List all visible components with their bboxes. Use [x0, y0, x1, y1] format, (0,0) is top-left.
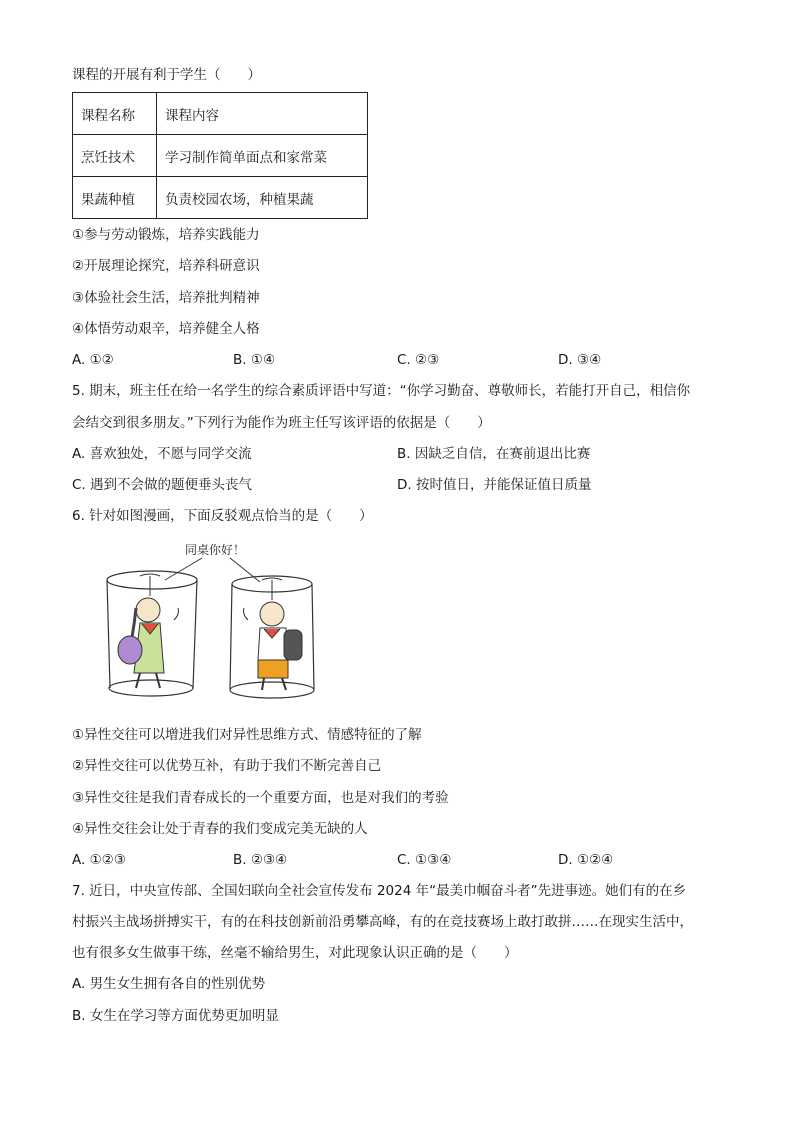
option-a: A. 男生女生拥有各自的性别优势 — [72, 976, 266, 992]
statement: ②开展理论探究，培养科研意识 — [72, 258, 260, 274]
option-b: B. 女生在学习等方面优势更加明显 — [72, 1008, 279, 1024]
table-cell: 学习制作简单面点和家常菜 — [157, 135, 368, 177]
table-header-cell: 课程内容 — [157, 93, 368, 135]
statement: ①异性交往可以增进我们对异性思维方式、情感特征的了解 — [72, 727, 422, 743]
cartoon-caption: 同桌你好！ — [185, 543, 246, 557]
statement: ④异性交往会让处于青春的我们变成完美无缺的人 — [72, 821, 368, 837]
question-5-stem: 会结交到很多朋友。”下列行为能作为班主任写该评语的依据是（ ） — [72, 415, 491, 431]
statement: ④体悟劳动艰辛，培养健全人格 — [72, 321, 260, 337]
option-c: C. ②③ — [397, 352, 440, 368]
question-4-intro: 课程的开展有利于学生（ ） — [72, 67, 261, 83]
table-cell: 负责校园农场，种植果蔬 — [157, 177, 368, 219]
statement: ③体验社会生活，培养批判精神 — [72, 290, 260, 306]
cartoon-illustration — [90, 538, 330, 718]
table-header-cell: 课程名称 — [73, 93, 157, 135]
question-5-stem: 5. 期末，班主任在给一名学生的综合素质评语中写道：“你学习勤奋、尊敬师长，若能打开自己，相信你 — [72, 383, 691, 399]
option-b: B. 因缺乏自信，在赛前退出比赛 — [397, 446, 591, 462]
option-c: C. 遇到不会做的题便垂头丧气 — [72, 477, 253, 493]
statement: ③异性交往是我们青春成长的一个重要方面，也是对我们的考验 — [72, 790, 449, 806]
option-a: A. 喜欢独处，不愿与同学交流 — [72, 446, 252, 462]
option-c: C. ①③④ — [397, 852, 452, 868]
option-a: A. ①②③ — [72, 852, 126, 868]
statement: ①参与劳动锻炼，培养实践能力 — [72, 227, 260, 243]
table-header-row — [73, 93, 368, 135]
girl-in-cylinder — [107, 571, 197, 696]
option-d: D. 按时值日，并能保证值日质量 — [397, 477, 592, 493]
option-a: A. ①② — [72, 352, 114, 368]
course-table — [72, 92, 368, 219]
table-row — [73, 135, 368, 177]
option-b: B. ①④ — [233, 352, 276, 368]
question-7-stem: 也有很多女生做事干练，丝毫不输给男生，对此现象认识正确的是（ ） — [72, 945, 518, 961]
question-7-stem: 村振兴主战场拼搏实干，有的在科技创新前沿勇攀高峰，有的在竞技赛场上敢打敢拼……在现实生活中， — [72, 914, 693, 930]
table-cell: 烹饪技术 — [73, 135, 157, 177]
option-d: D. ③④ — [558, 352, 602, 368]
option-d: D. ①②④ — [558, 852, 614, 868]
statement: ②异性交往可以优势互补，有助于我们不断完善自己 — [72, 758, 382, 774]
table-cell: 果蔬种植 — [73, 177, 157, 219]
table-row — [73, 177, 368, 219]
question-7-stem: 7. 近日，中央宣传部、全国妇联向全社会宣传发布 2024 年“最美巾帼奋斗者”先进事迹。她们有的在乡 — [72, 883, 687, 899]
boy-in-cylinder — [230, 576, 314, 698]
option-b: B. ②③④ — [233, 852, 288, 868]
question-6-stem: 6. 针对如图漫画，下面反驳观点恰当的是（ ） — [72, 508, 373, 524]
